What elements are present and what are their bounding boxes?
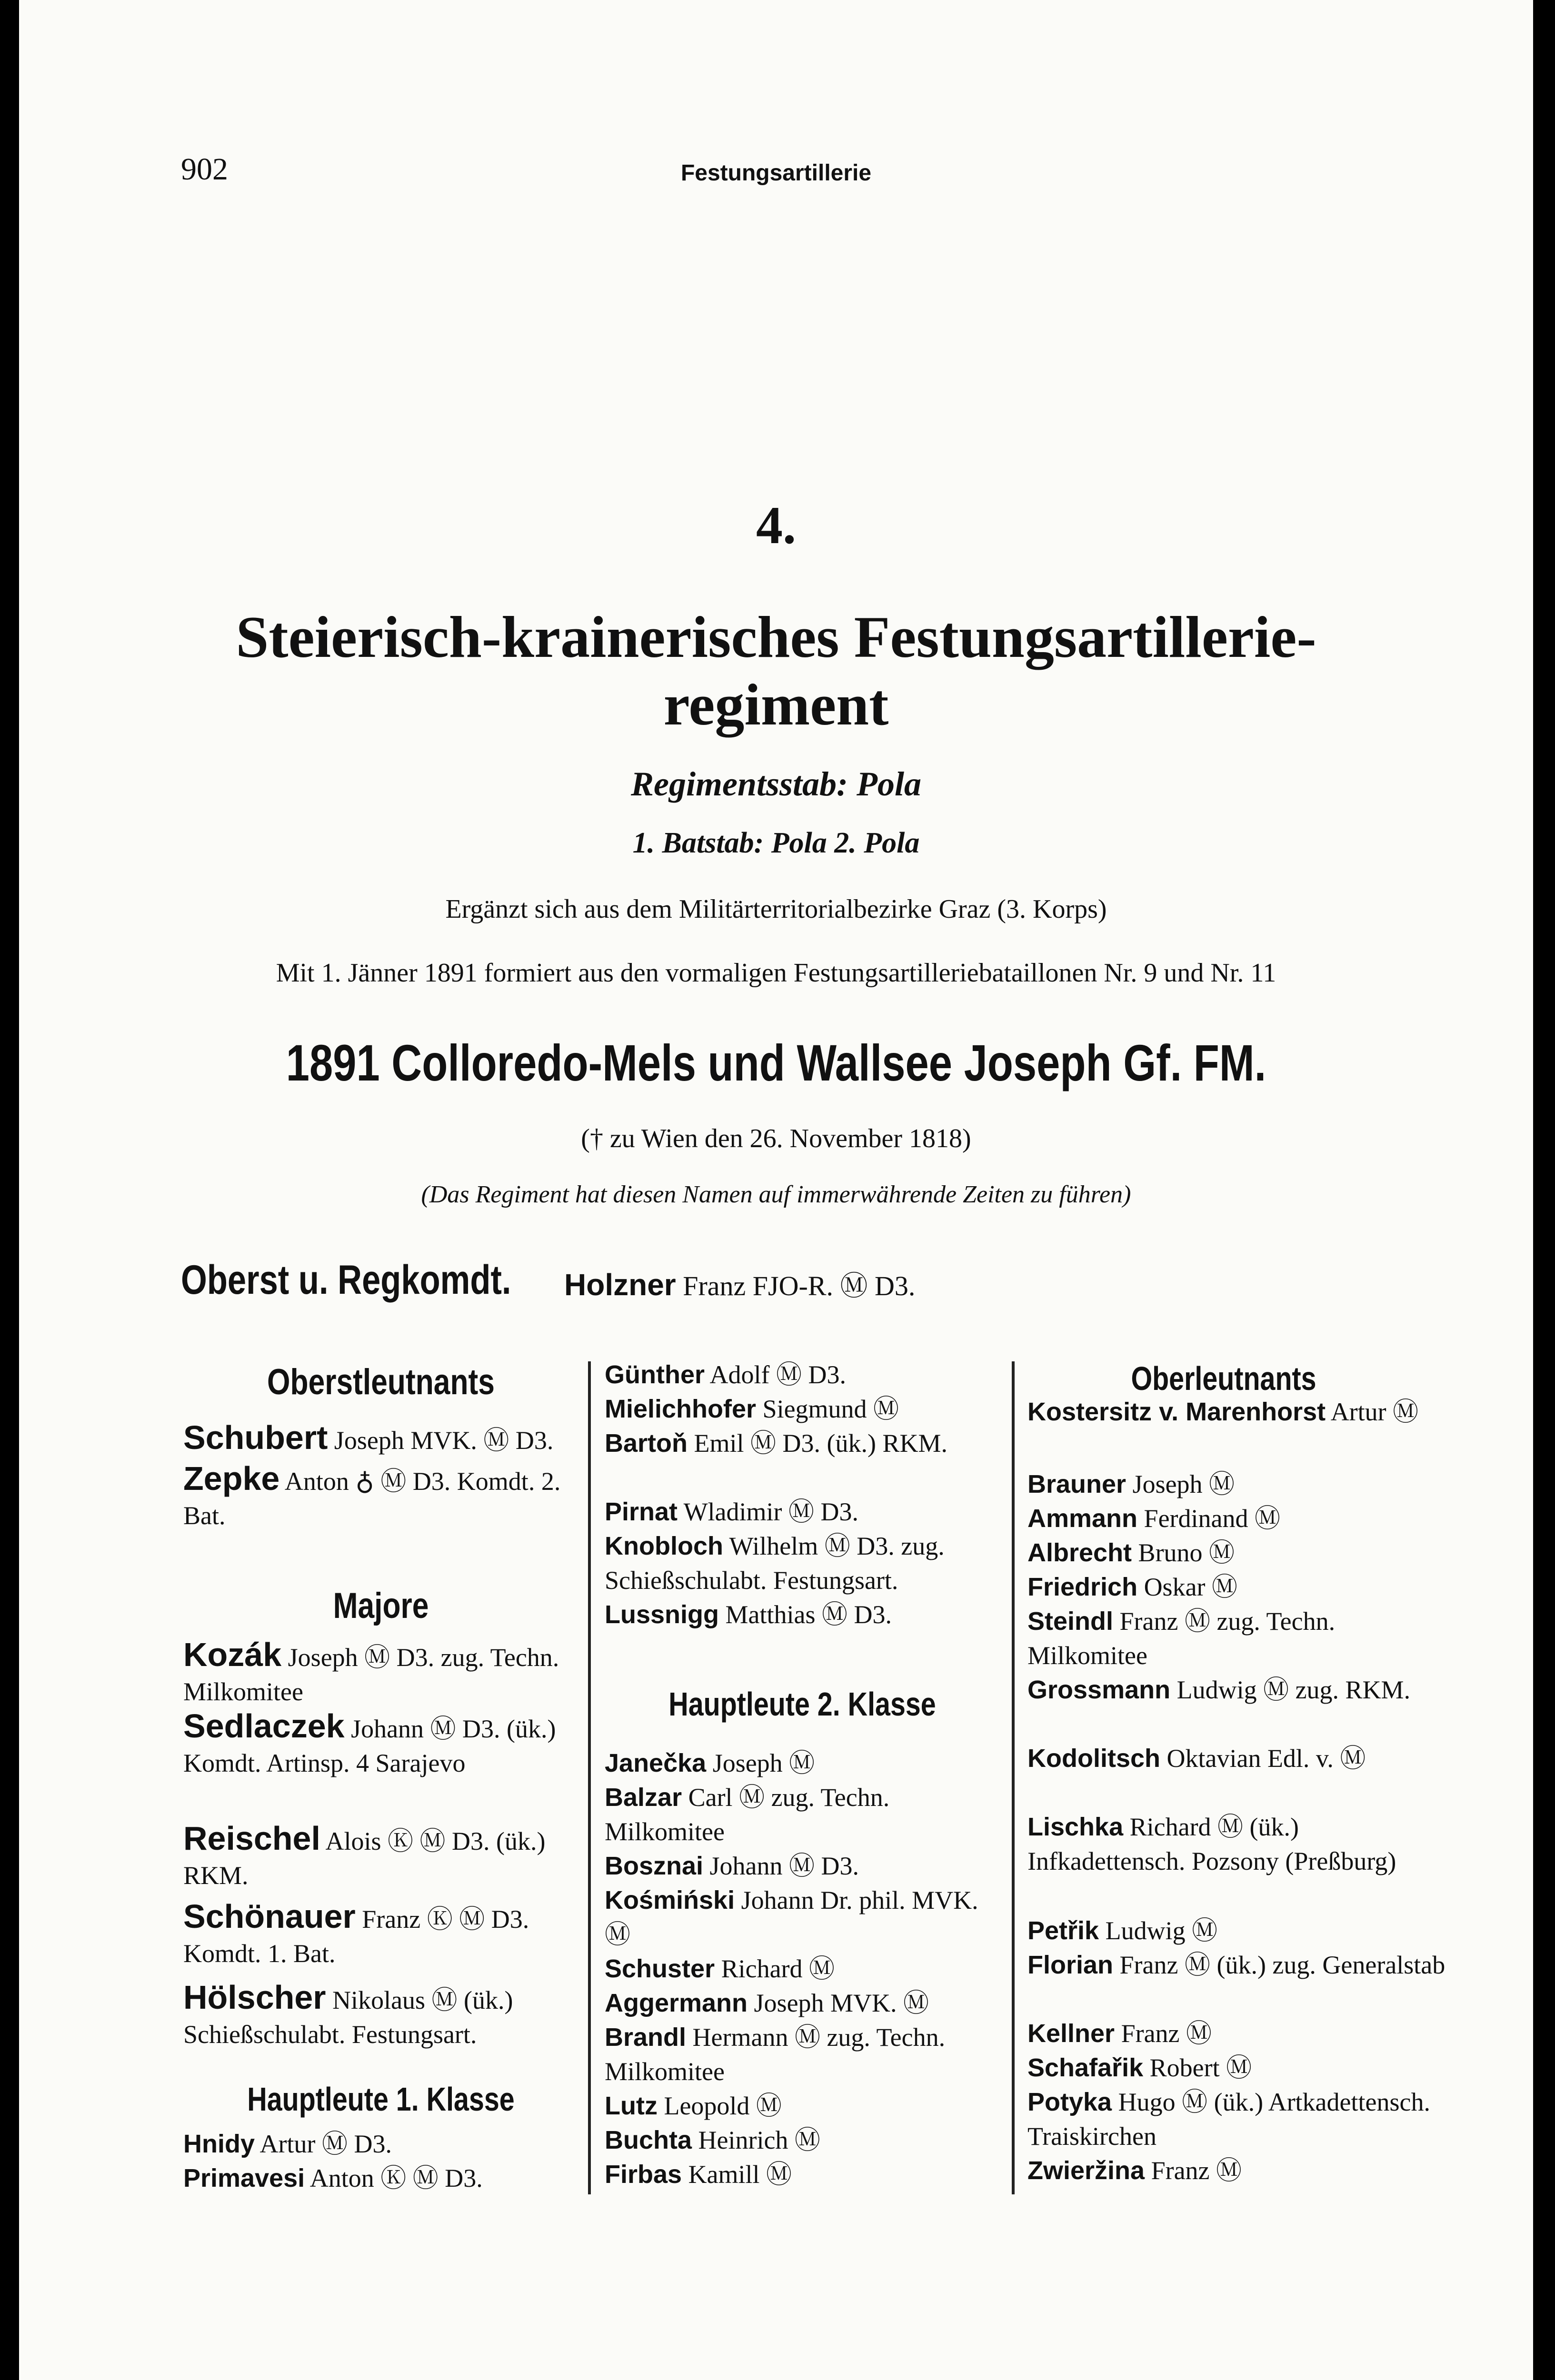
entry-text: Adolf Ⓜ D3.	[709, 1360, 847, 1389]
column-rule-right	[1012, 1361, 1015, 2194]
name-note: (Das Regiment hat diesen Namen auf immerwährende Zeiten zu führen)	[421, 1181, 1131, 1208]
entry-name: Hnidy	[183, 2130, 255, 2158]
commander-label: Oberst u. Regkomdt.	[181, 1257, 511, 1303]
section-title-line2: regiment	[663, 672, 889, 737]
list-item	[1027, 2085, 1446, 2153]
list-item	[605, 1746, 1005, 1780]
entry-text: Joseph Ⓜ	[712, 1749, 815, 1777]
list-item	[605, 1849, 1005, 1883]
list-item	[1027, 1395, 1446, 1429]
entry-text: Emil Ⓜ D3. (ük.) RKM.	[694, 1429, 947, 1458]
list-item	[1027, 1536, 1446, 1570]
list-item	[605, 1986, 1005, 2020]
entry-text: Wladimir Ⓜ D3.	[683, 1497, 859, 1526]
list-item	[605, 1426, 1005, 1460]
list-item	[183, 1899, 583, 1971]
entry-text: Joseph MVK. Ⓜ D3.	[334, 1426, 554, 1455]
list-item	[183, 2161, 583, 2195]
page-number: 902	[181, 152, 228, 187]
list-item	[1027, 1810, 1446, 1878]
list-item	[1027, 1467, 1446, 1501]
list-item	[183, 1709, 583, 1780]
entry-text: Heinrich Ⓜ	[698, 2126, 820, 2154]
entry-text: Franz Ⓜ (ük.) zug. Generalstab	[1119, 1951, 1445, 1979]
entry-text: Johann Ⓜ D3. (ük.) Komdt. Artinsp. 4 Sarajevo	[183, 1715, 556, 1777]
heading-hauptleute-2: Hauptleute 2. Klasse	[668, 1686, 936, 1723]
regimental-staff: Regimentsstab: Pola	[631, 765, 921, 803]
entry-name: Primavesi	[183, 2164, 305, 2192]
entry-name: Brandl	[605, 2023, 687, 2052]
commander-details: Franz FJO-R. Ⓜ D3.	[683, 1270, 916, 1301]
recruitment-note: Ergänzt sich aus dem Militärterritorialbezirke Graz (3. Korps)	[445, 894, 1107, 924]
entry-name: Brauner	[1027, 1470, 1126, 1498]
entry-text: Carl Ⓜ zug. Techn. Milkomitee	[605, 1783, 890, 1846]
list-item	[605, 1952, 1005, 1986]
entry-text: Joseph Ⓜ	[1132, 1470, 1235, 1498]
list-item	[605, 1495, 1005, 1529]
entry-name: Grossmann	[1027, 1676, 1171, 1704]
entry-text: Franz Ⓜ	[1151, 2156, 1242, 2185]
entry-text: Oskar Ⓜ	[1144, 1573, 1238, 1601]
list-item	[605, 1883, 1005, 1952]
entry-name: Knobloch	[605, 1532, 723, 1560]
entry-text: Siegmund Ⓜ	[762, 1395, 899, 1423]
list-item	[1027, 1501, 1446, 1536]
entry-name: Reischel	[183, 1820, 320, 1857]
page-sheet	[19, 0, 1533, 2380]
entry-text: Hermann Ⓜ zug. Techn. Milkomitee	[605, 2023, 946, 2086]
commander-name: Holzner	[564, 1268, 676, 1302]
entry-name: Schafařik	[1027, 2053, 1144, 2082]
entry-name: Florian	[1027, 1951, 1114, 1979]
entry-name: Buchta	[605, 2126, 692, 2154]
entry-name: Albrecht	[1027, 1538, 1132, 1567]
entry-text: Anton ♁ Ⓜ D3. Komdt. 2. Bat.	[183, 1467, 561, 1530]
entry-name: Bartoň	[605, 1429, 688, 1458]
entry-text: Matthias Ⓜ D3.	[725, 1600, 892, 1629]
entry-name: Aggermann	[605, 1989, 748, 2017]
entry-name: Schönauer	[183, 1898, 356, 1935]
entry-text: Alois Ⓚ Ⓜ D3. (ük.) RKM.	[183, 1827, 546, 1890]
heading-oberstleutnants: Oberstleutnants	[267, 1362, 495, 1402]
entry-text: Franz Ⓜ	[1121, 2019, 1212, 2048]
entry-name: Kośmiński	[605, 1886, 735, 1914]
entry-name: Hölscher	[183, 1979, 326, 2016]
entry-text: Ludwig Ⓜ zug. RKM.	[1176, 1676, 1411, 1704]
entry-name: Zepke	[183, 1460, 280, 1497]
regiment-patron: 1891 Colloredo-Mels und Wallsee Joseph Gf. FM.	[286, 1034, 1266, 1091]
entry-name: Steindl	[1027, 1607, 1114, 1636]
entry-text: Ferdinand Ⓜ	[1144, 1504, 1280, 1533]
list-item	[1027, 1673, 1446, 1707]
list-item	[605, 1597, 1005, 1632]
list-item	[1027, 1604, 1446, 1673]
list-item	[605, 1392, 1005, 1426]
entry-name: Ammann	[1027, 1504, 1138, 1533]
list-item	[183, 1980, 583, 2052]
entry-text: Wilhelm Ⓜ D3. zug. Schießschulabt. Festungsart.	[605, 1532, 945, 1595]
entry-name: Friedrich	[1027, 1573, 1138, 1601]
list-item	[1027, 2051, 1446, 2085]
list-item	[1027, 2016, 1446, 2051]
list-item	[1027, 1948, 1446, 1982]
entry-name: Sedlaczek	[183, 1707, 345, 1745]
entry-text: Anton Ⓚ Ⓜ D3.	[309, 2164, 483, 2192]
list-item	[1027, 2153, 1446, 2188]
entry-name: Kozák	[183, 1636, 282, 1673]
entry-name: Potyka	[1027, 2088, 1112, 2116]
entry-text: Leopold Ⓜ	[664, 2092, 782, 2120]
entry-text: Artur Ⓜ	[1330, 1398, 1419, 1426]
list-item	[1027, 1914, 1446, 1948]
entry-text: Joseph MVK. Ⓜ	[754, 1989, 929, 2017]
entry-name: Firbas	[605, 2160, 682, 2189]
heading-hauptleute-1: Hauptleute 1. Klasse	[247, 2081, 515, 2118]
entry-name: Janečka	[605, 1749, 707, 1777]
list-item	[605, 1780, 1005, 1849]
entry-text: Kamill Ⓜ	[688, 2160, 792, 2189]
entry-text: Bruno Ⓜ	[1138, 1538, 1235, 1567]
entry-name: Pirnat	[605, 1497, 678, 1526]
entry-name: Zwieržina	[1027, 2156, 1145, 2185]
entry-name: Kodolitsch	[1027, 1744, 1160, 1773]
entry-text: Nikolaus Ⓜ (ük.) Schießschulabt. Festungsart.	[183, 1986, 513, 2049]
entry-text: Franz Ⓜ zug. Techn. Milkomitee	[1027, 1607, 1336, 1670]
list-item	[605, 2020, 1005, 2089]
entry-name: Kostersitz v. Marenhorst	[1027, 1398, 1326, 1426]
entry-name: Kellner	[1027, 2019, 1115, 2048]
entry-name: Balzar	[605, 1783, 682, 1812]
entry-name: Schubert	[183, 1419, 328, 1456]
list-item	[183, 1821, 583, 1893]
entry-name: Schuster	[605, 1954, 715, 1983]
list-item	[605, 2123, 1005, 2157]
heading-majore: Majore	[333, 1586, 429, 1626]
entry-text: Johann Ⓜ D3.	[709, 1852, 859, 1880]
list-item	[183, 1637, 583, 1709]
running-title: Festungsartillerie	[680, 160, 872, 186]
patron-death: († zu Wien den 26. November 1818)	[581, 1124, 971, 1153]
entry-text: Franz Ⓚ Ⓜ D3. Komdt. 1. Bat.	[183, 1905, 529, 1968]
list-item	[183, 1420, 583, 1458]
entry-text: Richard Ⓜ (ük.) Infkadettensch. Pozsony (Preßburg)	[1027, 1813, 1396, 1875]
formation-note: Mit 1. Jänner 1891 formiert aus den vormaligen Festungsartilleriebataillonen Nr. 9 und Nr. 11	[276, 958, 1276, 988]
list-item	[605, 1358, 1005, 1392]
section-number: 4.	[756, 496, 796, 555]
entry-text: Ludwig Ⓜ	[1105, 1916, 1218, 1945]
entry-text: Johann Dr. phil. MVK. Ⓜ	[605, 1886, 978, 1949]
entry-name: Lussnigg	[605, 1600, 719, 1629]
list-item	[1027, 1741, 1446, 1775]
list-item	[183, 1461, 583, 1533]
entry-name: Günther	[605, 1360, 705, 1389]
column-rule-left	[588, 1361, 591, 2194]
entry-text: Oktavian Edl. v. Ⓜ	[1166, 1744, 1366, 1773]
entry-name: Petřik	[1027, 1916, 1099, 1945]
entry-text: Richard Ⓜ	[721, 1954, 835, 1983]
commander-entry	[564, 1263, 915, 1303]
section-title-line1: Steierisch-krainerisches Festungsartillerie-	[236, 605, 1316, 670]
list-item	[605, 1529, 1005, 1597]
list-item	[183, 2127, 583, 2161]
entry-name: Mielichhofer	[605, 1395, 757, 1423]
entry-text: Artur Ⓜ D3.	[259, 2130, 392, 2158]
list-item	[605, 2157, 1005, 2192]
heading-oberleutnants: Oberleutnants	[1131, 1360, 1316, 1397]
entry-name: Bosznai	[605, 1852, 704, 1880]
list-item	[605, 2089, 1005, 2123]
entry-text: Hugo Ⓜ (ük.) Artkadettensch. Traiskirchen	[1027, 2088, 1430, 2151]
entry-text: Robert Ⓜ	[1149, 2053, 1252, 2082]
battalion-staff: 1. Batstab: Pola 2. Pola	[632, 827, 920, 859]
entry-name: Lischka	[1027, 1813, 1124, 1841]
entry-text: Joseph Ⓜ D3. zug. Techn. Milkomitee	[183, 1643, 559, 1706]
list-item	[1027, 1570, 1446, 1604]
entry-name: Lutz	[605, 2092, 658, 2120]
